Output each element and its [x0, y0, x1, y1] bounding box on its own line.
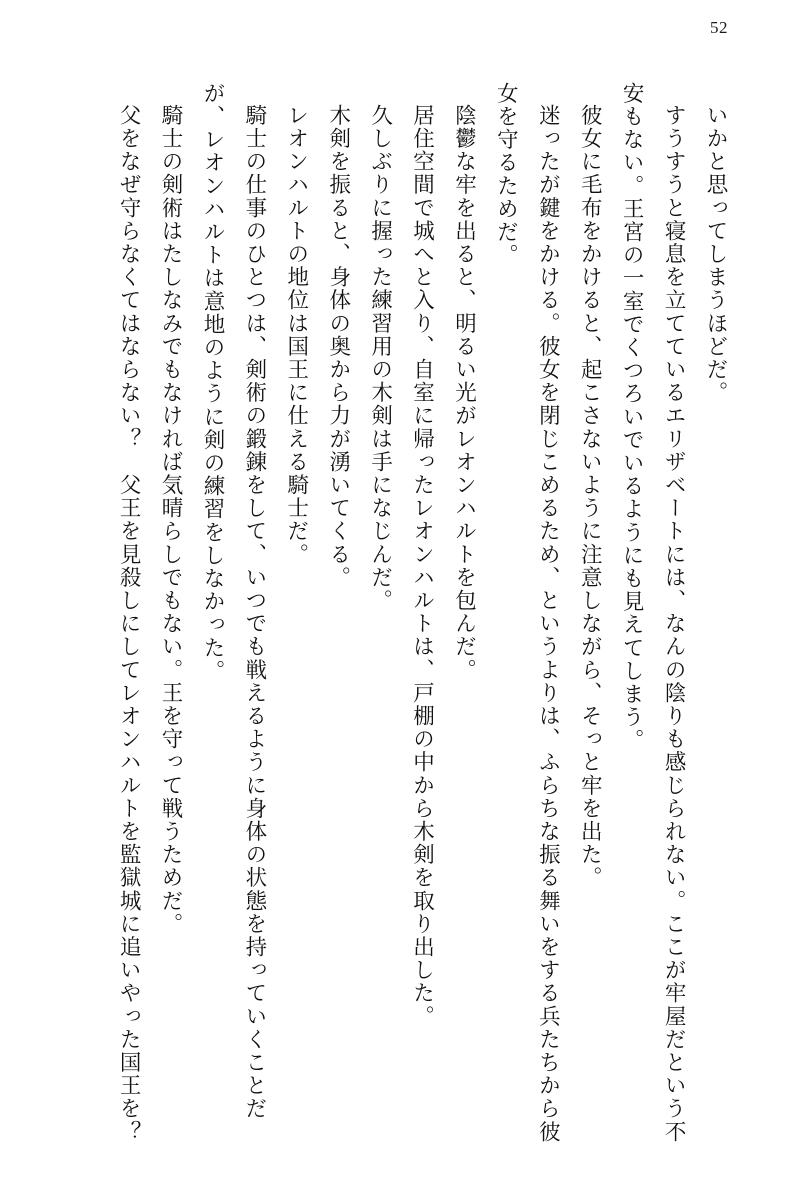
page-number: 52: [710, 18, 728, 37]
paragraph: 木剣を振ると、身体の奥から力が湧いてくる。: [326, 103, 351, 589]
paragraph: いかと思ってしまうほどだ。: [704, 103, 728, 404]
paragraph: 陰鬱な牢を出ると、明るい光がレオンハルトを包んだ。: [452, 103, 477, 681]
paragraph: すうすうと寝息を立てているエリザベートには、なんの陰りも感じられない。ここが牢屋だという不安もない。王宮の一室でくつろいでいるようにも見えてしまう。: [620, 82, 687, 1143]
paragraph: 騎士の剣術はたしなみでもなければ気晴らしでもない。王を守って戦うためだ。: [159, 103, 184, 936]
paragraph: 彼女に毛布をかけると、起こさないように注意しながら、そっと牢を出た。: [578, 103, 603, 889]
paragraph: 居住空間で城へと入り、自室に帰ったレオンハルトは、戸棚の中から木剣を取り出した。: [410, 103, 435, 1028]
paragraph: 久しぶりに握った練習用の木剣は手になじんだ。: [368, 103, 393, 612]
paragraph: 父をなぜ守らなくてはならない？ 父王を見殺しにしてレオンハルトを監獄城に追いやった国王を？: [117, 103, 142, 1143]
paragraph: 迷ったが鍵をかける。彼女を閉じこめるため、というよりは、ふらちな振る舞いをする兵たちから彼女を守るためだ。: [494, 82, 561, 1143]
paragraph: レオンハルトの地位は国王に仕える騎士だ。: [284, 103, 309, 566]
page-body-text: [56, 82, 736, 1160]
paragraph: 騎士の仕事のひとつは、剣術の鍛錬をして、いつでも戦えるように身体の状態を持っていくことだが、レオンハルトは意地のように剣の練習をしなかった。: [200, 82, 267, 1120]
